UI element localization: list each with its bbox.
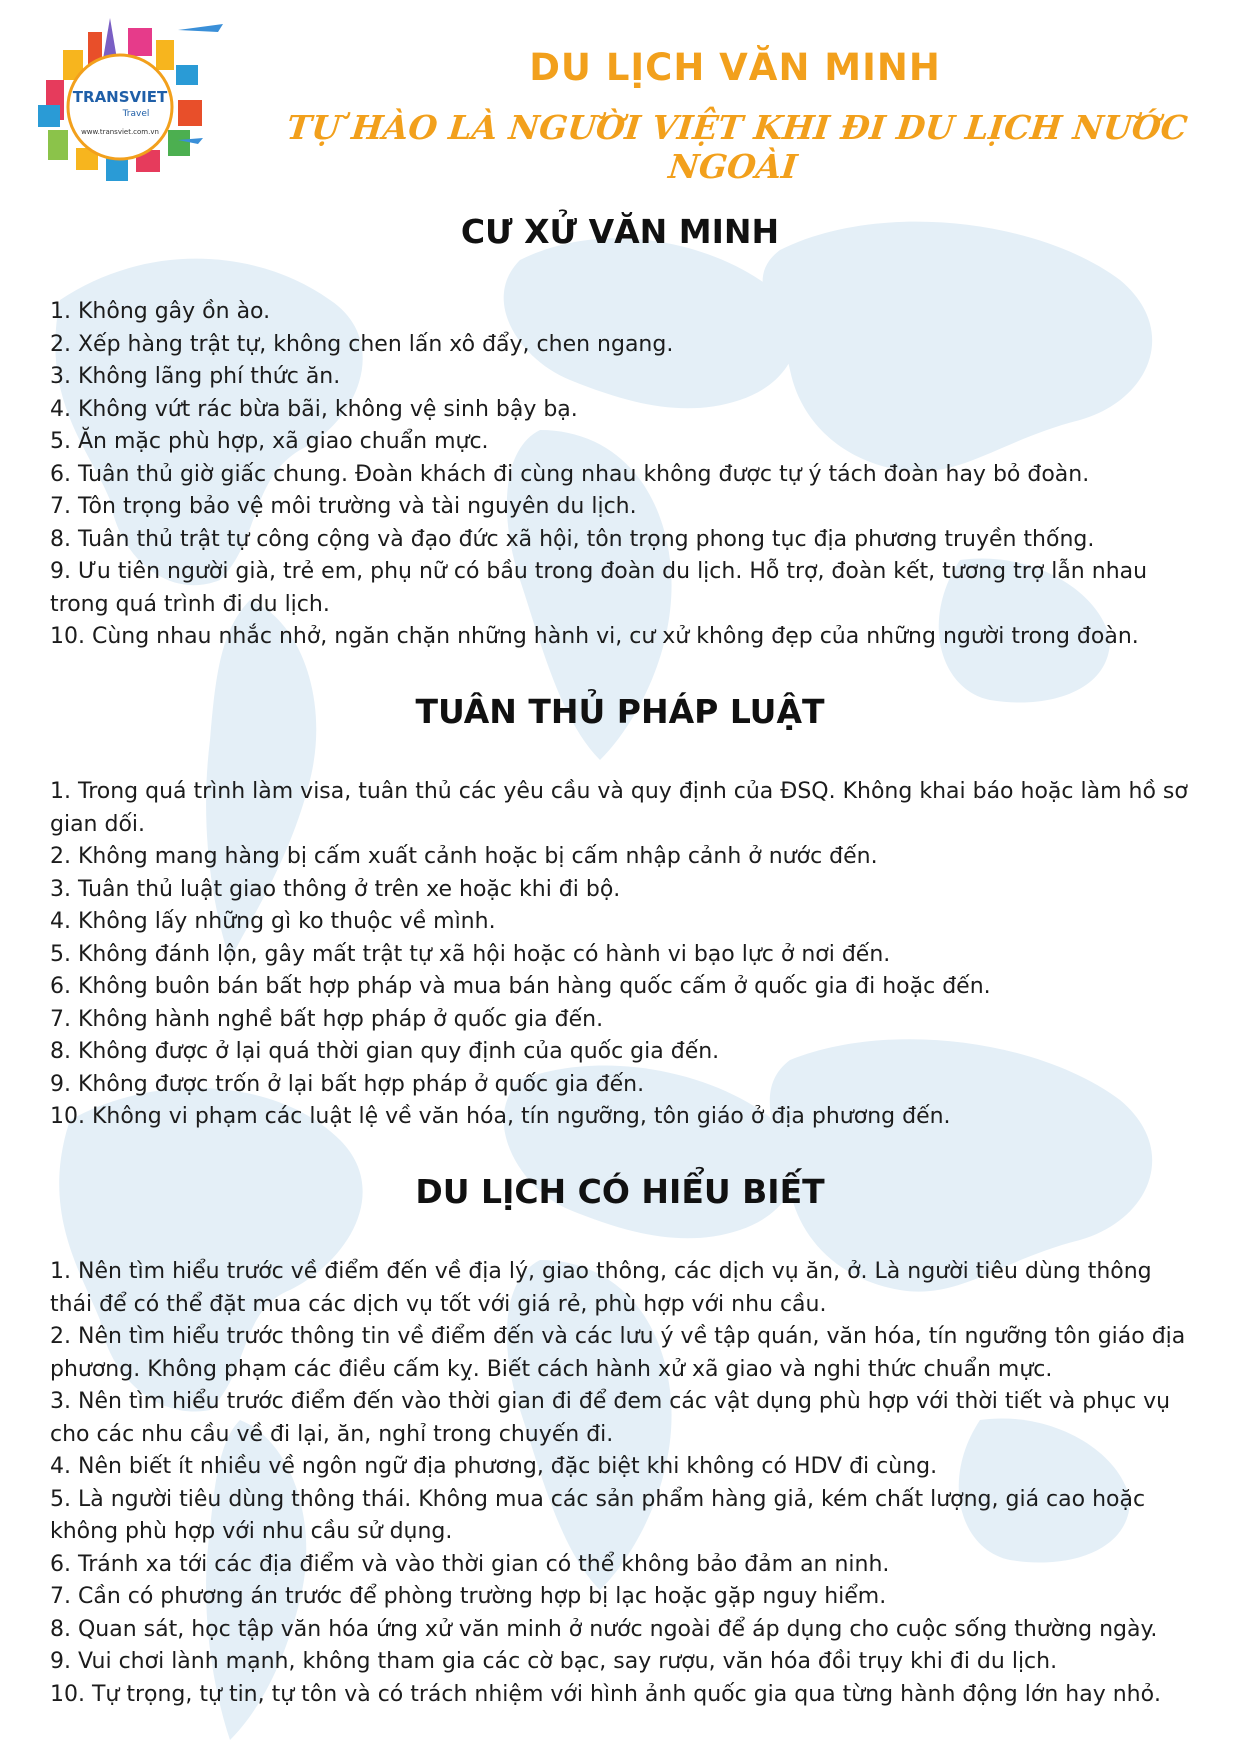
list-item: 9. Vui chơi lành mạnh, không tham gia các cờ bạc, say rượu, văn hóa đồi trụy khi đi du lịch.: [50, 1649, 1058, 1674]
transviet-logo: [18, 10, 238, 200]
list-item: 10. Cùng nhau nhắc nhở, ngăn chặn những hành vi, cư xử không đẹp của những người trong đoàn.: [50, 624, 1139, 649]
list-item: 6. Tránh xa tới các địa điểm và vào thời gian có thể không bảo đảm an ninh.: [50, 1551, 890, 1577]
section-list-informed-travel: [50, 1256, 1200, 1711]
list-item: 4. Không vứt rác bừa bãi, không vệ sinh bậy bạ.: [50, 396, 578, 422]
list-item: 6. Không buôn bán bất hợp pháp và mua bán hàng quốc cấm ở quốc gia đi hoặc đến.: [50, 974, 991, 999]
section-heading-obey-law: TUÂN THỦ PHÁP LUẬT: [415, 692, 825, 731]
list-item: 9. Ưu tiên người già, trẻ em, phụ nữ có bầu trong đoàn du lịch. Hỗ trợ, đoàn kết, tương trợ lẫn nhau trong quá trình đi du lịch.: [50, 559, 1148, 617]
list-item: 10. Tự trọng, tự tin, tự tôn và có trách nhiệm với hình ảnh quốc gia qua từng hành động lớn hay nhỏ.: [50, 1681, 1162, 1707]
list-item: 3. Không lãng phí thức ăn.: [50, 364, 341, 389]
list-item: 2. Không mang hàng bị cấm xuất cảnh hoặc bị cấm nhập cảnh ở nước đến.: [50, 844, 878, 869]
list-item: 5. Không đánh lộn, gây mất trật tự xã hội hoặc có hành vi bạo lực ở nơi đến.: [50, 941, 891, 967]
list-item: 10. Không vi phạm các luật lệ về văn hóa, tín ngưỡng, tôn giáo ở địa phương đến.: [50, 1104, 951, 1129]
list-item: 3. Nên tìm hiểu trước điểm đến vào thời gian đi để đem các vật dụng phù hợp với thời tiết và phục vụ cho các nhu cầu về đi lại, ăn, nghỉ trong chuyến đi.: [50, 1389, 1171, 1447]
list-item: 2. Nên tìm hiểu trước thông tin về điểm đến và các lưu ý về tập quán, văn hóa, tín ngưỡng tôn giáo địa phương. Không phạm các điều cấm kỵ. Biết cách hành xử xã giao và nghi thức chuẩn mực.: [50, 1324, 1186, 1382]
list-item: 7. Tôn trọng bảo vệ môi trường và tài nguyên du lịch.: [50, 494, 637, 519]
list-item: 1. Trong quá trình làm visa, tuân thủ các yêu cầu và quy định của ĐSQ. Không khai báo hoặc làm hồ sơ gian dối.: [50, 779, 1188, 837]
list-item: 9. Không được trốn ở lại bất hợp pháp ở quốc gia đến.: [50, 1071, 645, 1097]
list-item: 8. Không được ở lại quá thời gian quy định của quốc gia đến.: [50, 1039, 720, 1064]
svg-text:Travel: Travel: [122, 109, 150, 119]
document-subtitle: TỰ HÀO LÀ NGƯỜI VIỆT KHI ĐI DU LỊCH NƯỚC NGOÀI: [284, 108, 1190, 186]
svg-text:TRANSVIET: TRANSVIET: [72, 88, 168, 106]
list-item: 6. Tuân thủ giờ giấc chung. Đoàn khách đi cùng nhau không được tự ý tách đoàn hay bỏ đoàn.: [50, 461, 1090, 487]
list-item: 1. Nên tìm hiểu trước về điểm đến về địa lý, giao thông, các dịch vụ ăn, ở. Là người tiêu dùng thông thái để có thể đặt mua các dịch vụ tốt với giá rẻ, phù hợp với nhu cầu.: [50, 1259, 1152, 1317]
list-item: 8. Quan sát, học tập văn hóa ứng xử văn minh ở nước ngoài để áp dụng cho cuộc sống thường ngày.: [50, 1616, 1158, 1642]
list-item: 1. Không gây ồn ào.: [50, 299, 271, 324]
list-item: 8. Tuân thủ trật tự công cộng và đạo đức xã hội, tôn trọng phong tục địa phương truyền thống.: [50, 526, 1095, 552]
list-item: 5. Là người tiêu dùng thông thái. Không mua các sản phẩm hàng giả, kém chất lượng, giá cao hoặc không phù hợp với nhu cầu sử dụng.: [50, 1486, 1146, 1544]
list-item: 3. Tuân thủ luật giao thông ở trên xe hoặc khi đi bộ.: [50, 876, 621, 902]
document-title: DU LỊCH VĂN MINH: [529, 46, 941, 89]
section-heading-informed-travel: DU LỊCH CÓ HIỂU BIẾT: [415, 1172, 825, 1211]
section-list-obey-law: [50, 776, 1200, 1134]
section-list-civilized-behavior: [50, 296, 1200, 654]
section-heading-civilized-behavior: CƯ XỬ VĂN MINH: [460, 212, 780, 251]
list-item: 5. Ăn mặc phù hợp, xã giao chuẩn mực.: [50, 429, 489, 454]
list-item: 4. Không lấy những gì ko thuộc về mình.: [50, 909, 496, 934]
list-item: 2. Xếp hàng trật tự, không chen lấn xô đẩy, chen ngang.: [50, 331, 674, 357]
list-item: 4. Nên biết ít nhiều về ngôn ngữ địa phương, đặc biệt khi không có HDV đi cùng.: [50, 1454, 938, 1479]
svg-text:www.transviet.com.vn: www.transviet.com.vn: [81, 128, 159, 136]
list-item: 7. Không hành nghề bất hợp pháp ở quốc gia đến.: [50, 1006, 604, 1032]
list-item: 7. Cần có phương án trước để phòng trường hợp bị lạc hoặc gặp nguy hiểm.: [50, 1584, 887, 1609]
